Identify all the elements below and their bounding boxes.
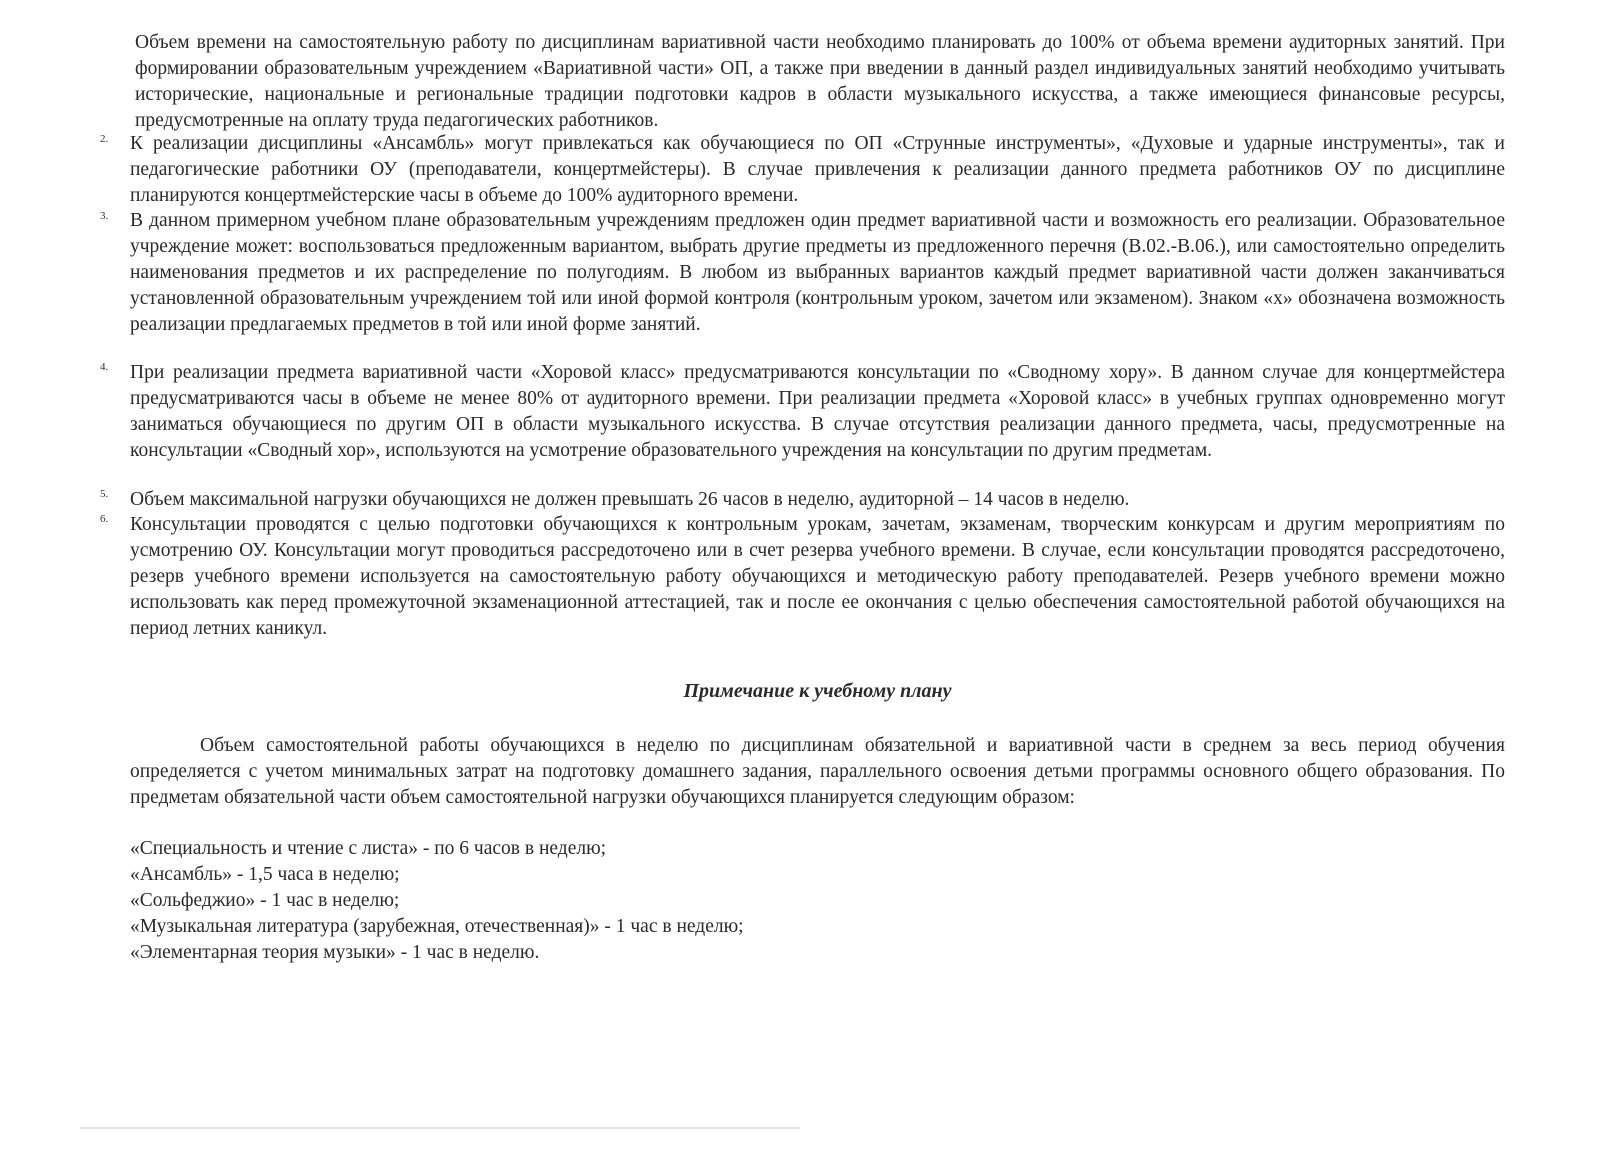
note-number: 2. (100, 133, 109, 145)
section-heading: Примечание к учебному плану (683, 680, 952, 702)
note-text: Консультации проводятся с целью подготовки обучающихся к контрольным урокам, зачетам, экзаменам, творческим конкурсам и другим мероприятиям по усмотрению ОУ. Консультации могут проводиться рассредоточено или в счет резерва учебного времени. В случае, если консультации проводятся рассредоточено, резерв учебного времени используется на самостоятельную работу обучающихся и методическую работу преподавателей. Резерв учебного времени можно использовать как перед промежуточной экзаменационной аттестацией, так и после ее окончания с целью обеспечения самостоятельной работой обучающихся на период летних каникул. (130, 514, 1505, 639)
note-number: 5. (100, 488, 109, 500)
workload-item: «Специальность и чтение с листа» - по 6 часов в неделю; (130, 838, 607, 859)
workload-item: «Сольфеджио» - 1 час в неделю; (130, 890, 400, 911)
scan-artifact (80, 1127, 800, 1129)
intro-paragraph: Объем времени на самостоятельную работу по дисциплинам вариативной части необходимо планировать до 100% от объема времени аудиторных занятий. При формировании образовательным учреждением «Вариативной части» ОП, а также при введении в данный раздел индивидуальных занятий необходимо учитывать исторические, национальные и региональные традиции подготовки кадров в области музыкального искусства, а также имеющиеся финансовые ресурсы, предусмотренные на оплату труда педагогических работников. (135, 32, 1505, 131)
note-number: 6. (100, 513, 109, 525)
workload-item: «Музыкальная литература (зарубежная, отечественная)» - 1 час в неделю; (130, 916, 744, 937)
note-number: 3. (100, 210, 109, 222)
note-text: К реализации дисциплины «Ансамбль» могут привлекаться как обучающиеся по ОП «Струнные инструменты», «Духовые и ударные инструменты», так и педагогические работники ОУ (преподаватели, концертмейстеры). В случае привлечения к реализации данного предмета работников ОУ по дисциплине планируются концертмейстерские часы в объеме до 100% аудиторного времени. (130, 133, 1505, 206)
note-number: 4. (100, 361, 109, 373)
note-text: Объем максимальной нагрузки обучающихся не должен превышать 26 часов в неделю, аудиторной – 14 часов в неделю. (130, 489, 1130, 510)
note-paragraph: Объем самостоятельной работы обучающихся в неделю по дисциплинам обязательной и вариативной части в среднем за весь период обучения определяется с учетом минимальных затрат на подготовку домашнего задания, параллельного освоения детьми программы основного общего образования. По предметам обязательной части объем самостоятельной нагрузки обучающихся планируется следующим образом: (130, 735, 1505, 808)
workload-item: «Ансамбль» - 1,5 часа в неделю; (130, 864, 400, 885)
note-text: При реализации предмета вариативной части «Хоровой класс» предусматриваются консультации по «Сводному хору». В данном случае для концертмейстера предусматриваются часы в объеме не менее 80% от аудиторного времени. При реализации предмета «Хоровой класс» в учебных группах одновременно могут заниматься обучающиеся по другим ОП в области музыкального искусства. В случае отсутствия реализации данного предмета, часы, предусмотренные на консультации «Сводный хор», используются на усмотрение образовательного учреждения на консультации по другим предметам. (130, 362, 1505, 461)
workload-item: «Элементарная теория музыки» - 1 час в неделю. (130, 942, 540, 963)
note-text: В данном примерном учебном плане образовательным учреждениям предложен один предмет вариативной части и возможность его реализации. Образовательное учреждение может: воспользоваться предложенным вариантом, выбрать другие предметы из предложенного перечня (В.02.-В.06.), или самостоятельно определить наименования предметов и их распределение по полугодиям. В любом из выбранных вариантов каждый предмет вариативной части должен заканчиваться установленной образовательным учреждением той или иной формой контроля (контрольным уроком, зачетом или экзаменом). Знаком «х» обозначена возможность реализации предлагаемых предметов в той или иной форме занятий. (130, 210, 1505, 335)
